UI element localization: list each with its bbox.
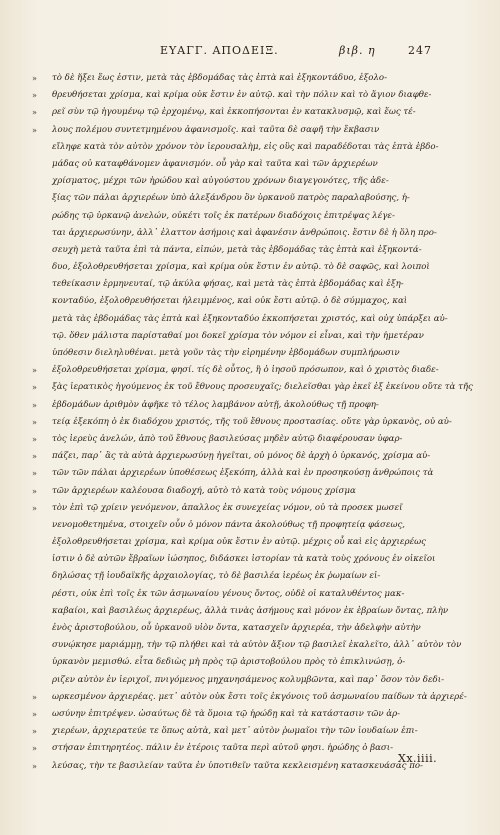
text-line (52, 637, 462, 654)
text-line (52, 672, 452, 689)
text-line (52, 139, 452, 156)
line-text: ἐνὸς ἀριστοβούλου, οὗ ὑρκανοῦ υἱὸν ὄντα, κατασχεῖν ἀρχιερέα, τὴν ἀδελφὴν αὐτὴν (52, 623, 421, 633)
line-text: μάδας οὐ καταφθάνομεν ἀφανισμόν. οὗ γὰρ καὶ ταῦτα καὶ τῶν ἀρχιερέων (52, 158, 378, 169)
text-line (52, 208, 452, 225)
signature-mark: Xx.iiii. (398, 752, 438, 765)
line-text: χρίσματος, μέχρι τῶν ἡρώδου καὶ αὐγούστου χρόνων διαγεγονότες, τῆς ἀδε- (52, 176, 389, 187)
quotation-mark: » (32, 417, 37, 427)
quotation-mark: » (32, 91, 37, 101)
text-line (52, 276, 452, 293)
quotation-mark: » (32, 486, 37, 496)
line-text: δυο, ἐξολοθρευθήσεται χρίσμα, καὶ κρίμα οὐκ ἔστιν ἐν αὐτῷ. τὸ δὲ σαφῶς, καὶ λοιποὶ (52, 262, 430, 273)
line-text: τῶν ἀρχιερέων καλέουσα διαδοχή, αὐτὸ τὸ κατὰ τοὺς νόμους χρίσμα (52, 485, 356, 496)
text-line (32, 70, 452, 87)
line-text: καβαίοι, καὶ βασιλέως ἀρχιερέως, ἀλλὰ τινὰς ἀσήμους καὶ μόνον ἐκ ἑβραίων ὄντας, πλὴν (52, 605, 449, 616)
quotation-mark: » (32, 692, 37, 702)
line-text: χιερέων, ἀρχιερατεύε τε ὅπως αὐτὰ, καὶ μετ᾽ αὐτὸν ῥωμαῖοι τὴν τῶν ἰουδαίων ἐπι- (52, 726, 418, 737)
text-line (52, 259, 452, 276)
line-text: λους πολέμου συντετμημένου ἀφανισμοῖς. καὶ ταῦτα δὲ σαφῆ τὴν ἔκβασιν (52, 124, 380, 135)
text-line (52, 328, 452, 345)
line-text: πάζει, παρ᾽ ἃς τὰ αὐτὰ ἀρχιερωσύνῃ ἡγεῖται, οὐ μόνος δὲ ἀρχὴ ὁ ὑρκανός, χρίσμα αὐ- (52, 451, 431, 462)
line-text: ὑπόθεσιν διεληλυθέναι. μετὰ γοῦν τὰς τὴν εἰρημένην ἑβδομάδων συμπλήρωσιν (52, 348, 400, 358)
quotation-mark: » (32, 434, 37, 444)
text-line (52, 293, 452, 310)
line-text: ρώδης τῷ ὑρκανῷ ἀνελών, οὐκέτι τοῖς ἐκ πατέρων διαδόχοις ἐπιτρέψας λέγε- (52, 210, 395, 221)
line-text: στήσαν ἐπιτηρητέος. πάλιν ἐν ἑτέροις ταῦτα περὶ αὐτοῦ φησι. ἡρώδης ὁ βασι- (52, 743, 394, 754)
text-line (52, 156, 452, 173)
line-text: θρευθήσεται χρίσμα, καὶ κρίμα οὐκ ἔστιν ἐν αὐτῷ. καὶ τὴν πόλιν καὶ τὸ ἅγιον διαφθε- (52, 90, 432, 101)
line-text: δηλώσας τῇ ἰουδαϊκῆς ἀρχαιολογίας, τὸ δὲ βασιλέα ἱερέως ἐκ ῥωμαίων εἰ- (52, 571, 381, 582)
body-text (32, 70, 473, 775)
text-line (52, 225, 452, 242)
text-line (32, 431, 452, 448)
line-text: τεθείκασιν ἑρμηνευταί, τῷ ἀκύλα φήσας, καὶ μετὰ τὰς ἑπτὰ ἑβδομάδας καὶ ἑξη- (52, 279, 404, 290)
text-line (52, 345, 452, 362)
line-text: ἐξολοθρευθήσεται χρίσμα, καὶ κρίμα οὐκ ἔστιν ἐν αὐτῷ. μέχρις οὗ καὶ εἰς ἀρχιερέως (52, 537, 426, 548)
line-text: ωρκεσμένον ἀρχιερέας. μετ᾽ αὐτὸν οὐκ ἔστι τοῖς ἐκγόνοις τοῦ ἀσμωναίου παίδων τὰ ἀρχιερέ- (52, 691, 467, 702)
text-line (52, 654, 452, 671)
text-line (32, 379, 473, 396)
text-line (32, 414, 452, 431)
line-text: ὑρκανὸν μεμισθώ. εἶτα δεδιὼς μὴ πρὸς τῷ ἀριστοβούλου πρὸς τὸ ἐπικλινώσῃ, ὁ- (52, 657, 406, 668)
line-text: τῷ. ὅθεν μάλιστα παρίσταθαί μοι δοκεῖ χρίσμα τὸν νόμον εἰ εἶναι, καὶ τὴν ἡμετέραν (52, 330, 424, 341)
line-text: ξίας τῶν πάλαι ἀρχιερέων ὑπὸ ἀλεξάνδρου ὃν ὑρκανοῦ πατρὸς παραλαβούσης, ἡ- (52, 193, 410, 204)
line-text: ἰστιν ὁ δὲ αὐτῶν ἔβραϊων ἰώσηπος, διδάσκει ἱστορίαν τὰ κατὰ τοὺς χρόνους ἐν οἰκεῖοι (52, 554, 436, 565)
quotation-mark: » (32, 503, 37, 513)
quotation-mark: » (32, 452, 37, 462)
text-line (52, 173, 452, 190)
text-line (32, 723, 452, 740)
quotation-mark: » (32, 366, 37, 376)
text-line (32, 362, 452, 379)
text-line (52, 586, 452, 603)
text-line (32, 465, 452, 482)
text-line (32, 500, 452, 517)
quotation-mark: » (32, 400, 37, 410)
text-line (32, 104, 452, 121)
line-text: ἐξολοθρευθήσεται χρίσμα, φησί. τίς δὲ οὗτος, ἢ ὁ ἰησοῦ πρόσωπον, καὶ ὁ χριστὸς διαδε- (52, 365, 439, 376)
text-line (52, 620, 452, 637)
line-text: σευχὴ μετὰ ταῦτα ἐπὶ τὰ πάντα, εἰπών, μετὰ τὰς ἑβδομάδας τὰς ἑπτὰ καὶ ἑξηκοντά- (52, 244, 422, 255)
quotation-mark: » (32, 125, 37, 135)
line-text: ριζεν αὐτὸν ἐν ἱεριχοῖ, πνιγόμενος μηχανησάμενος κολυμβῶντα, καὶ παρ᾽ ὅσον τὸν δεδι- (52, 674, 445, 685)
text-line (52, 190, 452, 207)
text-line (52, 551, 452, 568)
text-line (52, 534, 452, 551)
quotation-mark: » (32, 744, 37, 754)
line-text: συνῴκησε μαριάμμῃ, τὴν τῷ πλήθει καὶ τὰ αὐτὸν ἄξιον τῷ βασιλεῖ ἐκαλεῖτο, ἀλλ᾽ αὐτὸν τὸν (52, 640, 462, 651)
page-number: 247 (408, 44, 432, 57)
line-text: τὸν ἐπὶ τῷ χρίειν γενόμενον, ἀπαλλος ἐκ συνεχείας νόμον, οὐ τὰ προσεκ μωσεῖ (52, 502, 403, 513)
page-header (0, 44, 500, 62)
text-line (52, 517, 452, 534)
text-line (32, 122, 452, 139)
line-text: κονταδύο, ἐξολοθρευθήσεται ἠλειμμένος, καὶ οὐκ ἔστι αὐτῷ. ὁ δὲ σύμμαχος, καὶ (52, 296, 408, 307)
line-text: ἑβδομάδων ἀριθμὸν ἀφῆκε τὸ τέλος λαμβάνον αὐτῇ, ἀκολούθως τῇ προφη- (52, 399, 379, 410)
text-line (32, 758, 452, 775)
text-line (32, 706, 452, 723)
text-line (32, 483, 452, 500)
text-line (52, 311, 452, 328)
quotation-mark: » (32, 761, 37, 771)
line-text: ρεῖ σὺν τῷ ἡγουμένῳ τῷ ἐρχομένῳ, καὶ ἐκκοπήσονται ἐν κατακλυσμῷ, καὶ ἕως τέ- (52, 107, 416, 118)
quotation-mark: » (32, 709, 37, 719)
line-text: ται ἀρχιερωσύνην, ἀλλ᾽ ἐλαττον ἀσήμοις καὶ ἀφανέσιν ἀνθρώποις. ἔστιν δὲ ἡ ὅλη προ- (52, 227, 437, 238)
quotation-mark: » (32, 383, 37, 393)
text-line (32, 397, 452, 414)
book-marker: βιβ. η (339, 44, 376, 57)
line-text: εἴληφε κατὰ τὸν αὐτὸν χρόνον τὸν ἰερουσαλὴμ, εἰς οὓς καὶ παραδέδοται τὰς ἑπτὰ ἑβδο- (52, 141, 439, 152)
text-line (52, 242, 452, 259)
line-text: τὸς ἱερεὺς ἀνελών, ἀπὸ τοῦ ἔθνους βασιλεύσας μηδὲν αὐτῷ διαφέρουσαν ὑφαρ- (52, 433, 403, 444)
text-line (52, 603, 452, 620)
text-line (32, 448, 452, 465)
line-text: νενομοθετημένα, στοιχεῖν οὖν ὁ μόνον πάντα ἀκολούθως τῇ προφητείᾳ φάσεως, (52, 519, 405, 530)
line-text: ξὰς ἱερατικὸς ἡγούμενος ἐκ τοῦ ἔθνους προσευχαῖς; διελεῖσθαι γὰρ ἐκεῖ ἐξ ἐκείνου οὔτε τὰ τῆς (52, 382, 473, 393)
line-text: λεύσας, τὴν τε βασιλείαν ταῦτα ἐν ὑποτιθεῖν ταῦτα κεκλεισμένη κατασκευάσας πο- (52, 760, 423, 771)
quotation-mark: » (32, 469, 37, 479)
quotation-mark: » (32, 108, 37, 118)
text-line (32, 87, 452, 104)
line-text: ρέστι, οὐκ ἐπὶ τοῖς ἐκ τῶν ἀσμωναίου γένους ὄντος, οὐδὲ οἱ καταλυθέντος μακ- (52, 588, 405, 599)
line-text: τῶν τῶν πάλαι ἀρχιερέων ὑποθέσεως ἐξεκόπη, ἀλλὰ καὶ ἐν προσηκούσῃ ἀνθρώποις τὰ (52, 468, 434, 479)
line-text: τὸ δὲ ἥξει ἕως ἐστιν, μετὰ τὰς ἑβδομάδας τὰς ἑπτὰ καὶ ἑξηκοντάδυο, ἐξολο- (52, 73, 388, 83)
line-text: ωσύνην ἐπιτρέψεν. ὡσαύτως δὲ τὰ ὅμοια τῷ ἡρώδῃ καὶ τὰ κατάστασιν τῶν ἀρ- (52, 708, 401, 719)
line-text: μετὰ τὰς ἑβδομάδας τὰς ἑπτὰ καὶ ἑξηκονταδύο ἐκκοπήσεται χριστός, καὶ οὐχ ὑπάρξει αὐ- (52, 313, 448, 324)
text-line (52, 568, 452, 585)
text-line (32, 689, 467, 706)
quotation-mark: » (32, 727, 37, 737)
quotation-mark: » (32, 74, 37, 83)
running-title: ΕΥΑΓΓ. ΑΠΟΔΕΙΞ. (160, 44, 279, 57)
line-text: τείᾳ ἐξεκόπη ὁ ἐκ διαδόχου χριστός, τῆς τοῦ ἔθνους προστασίας. οὔτε γὰρ ὑρκανὸς, οὐ αὐ- (52, 416, 452, 427)
text-line (32, 740, 452, 757)
